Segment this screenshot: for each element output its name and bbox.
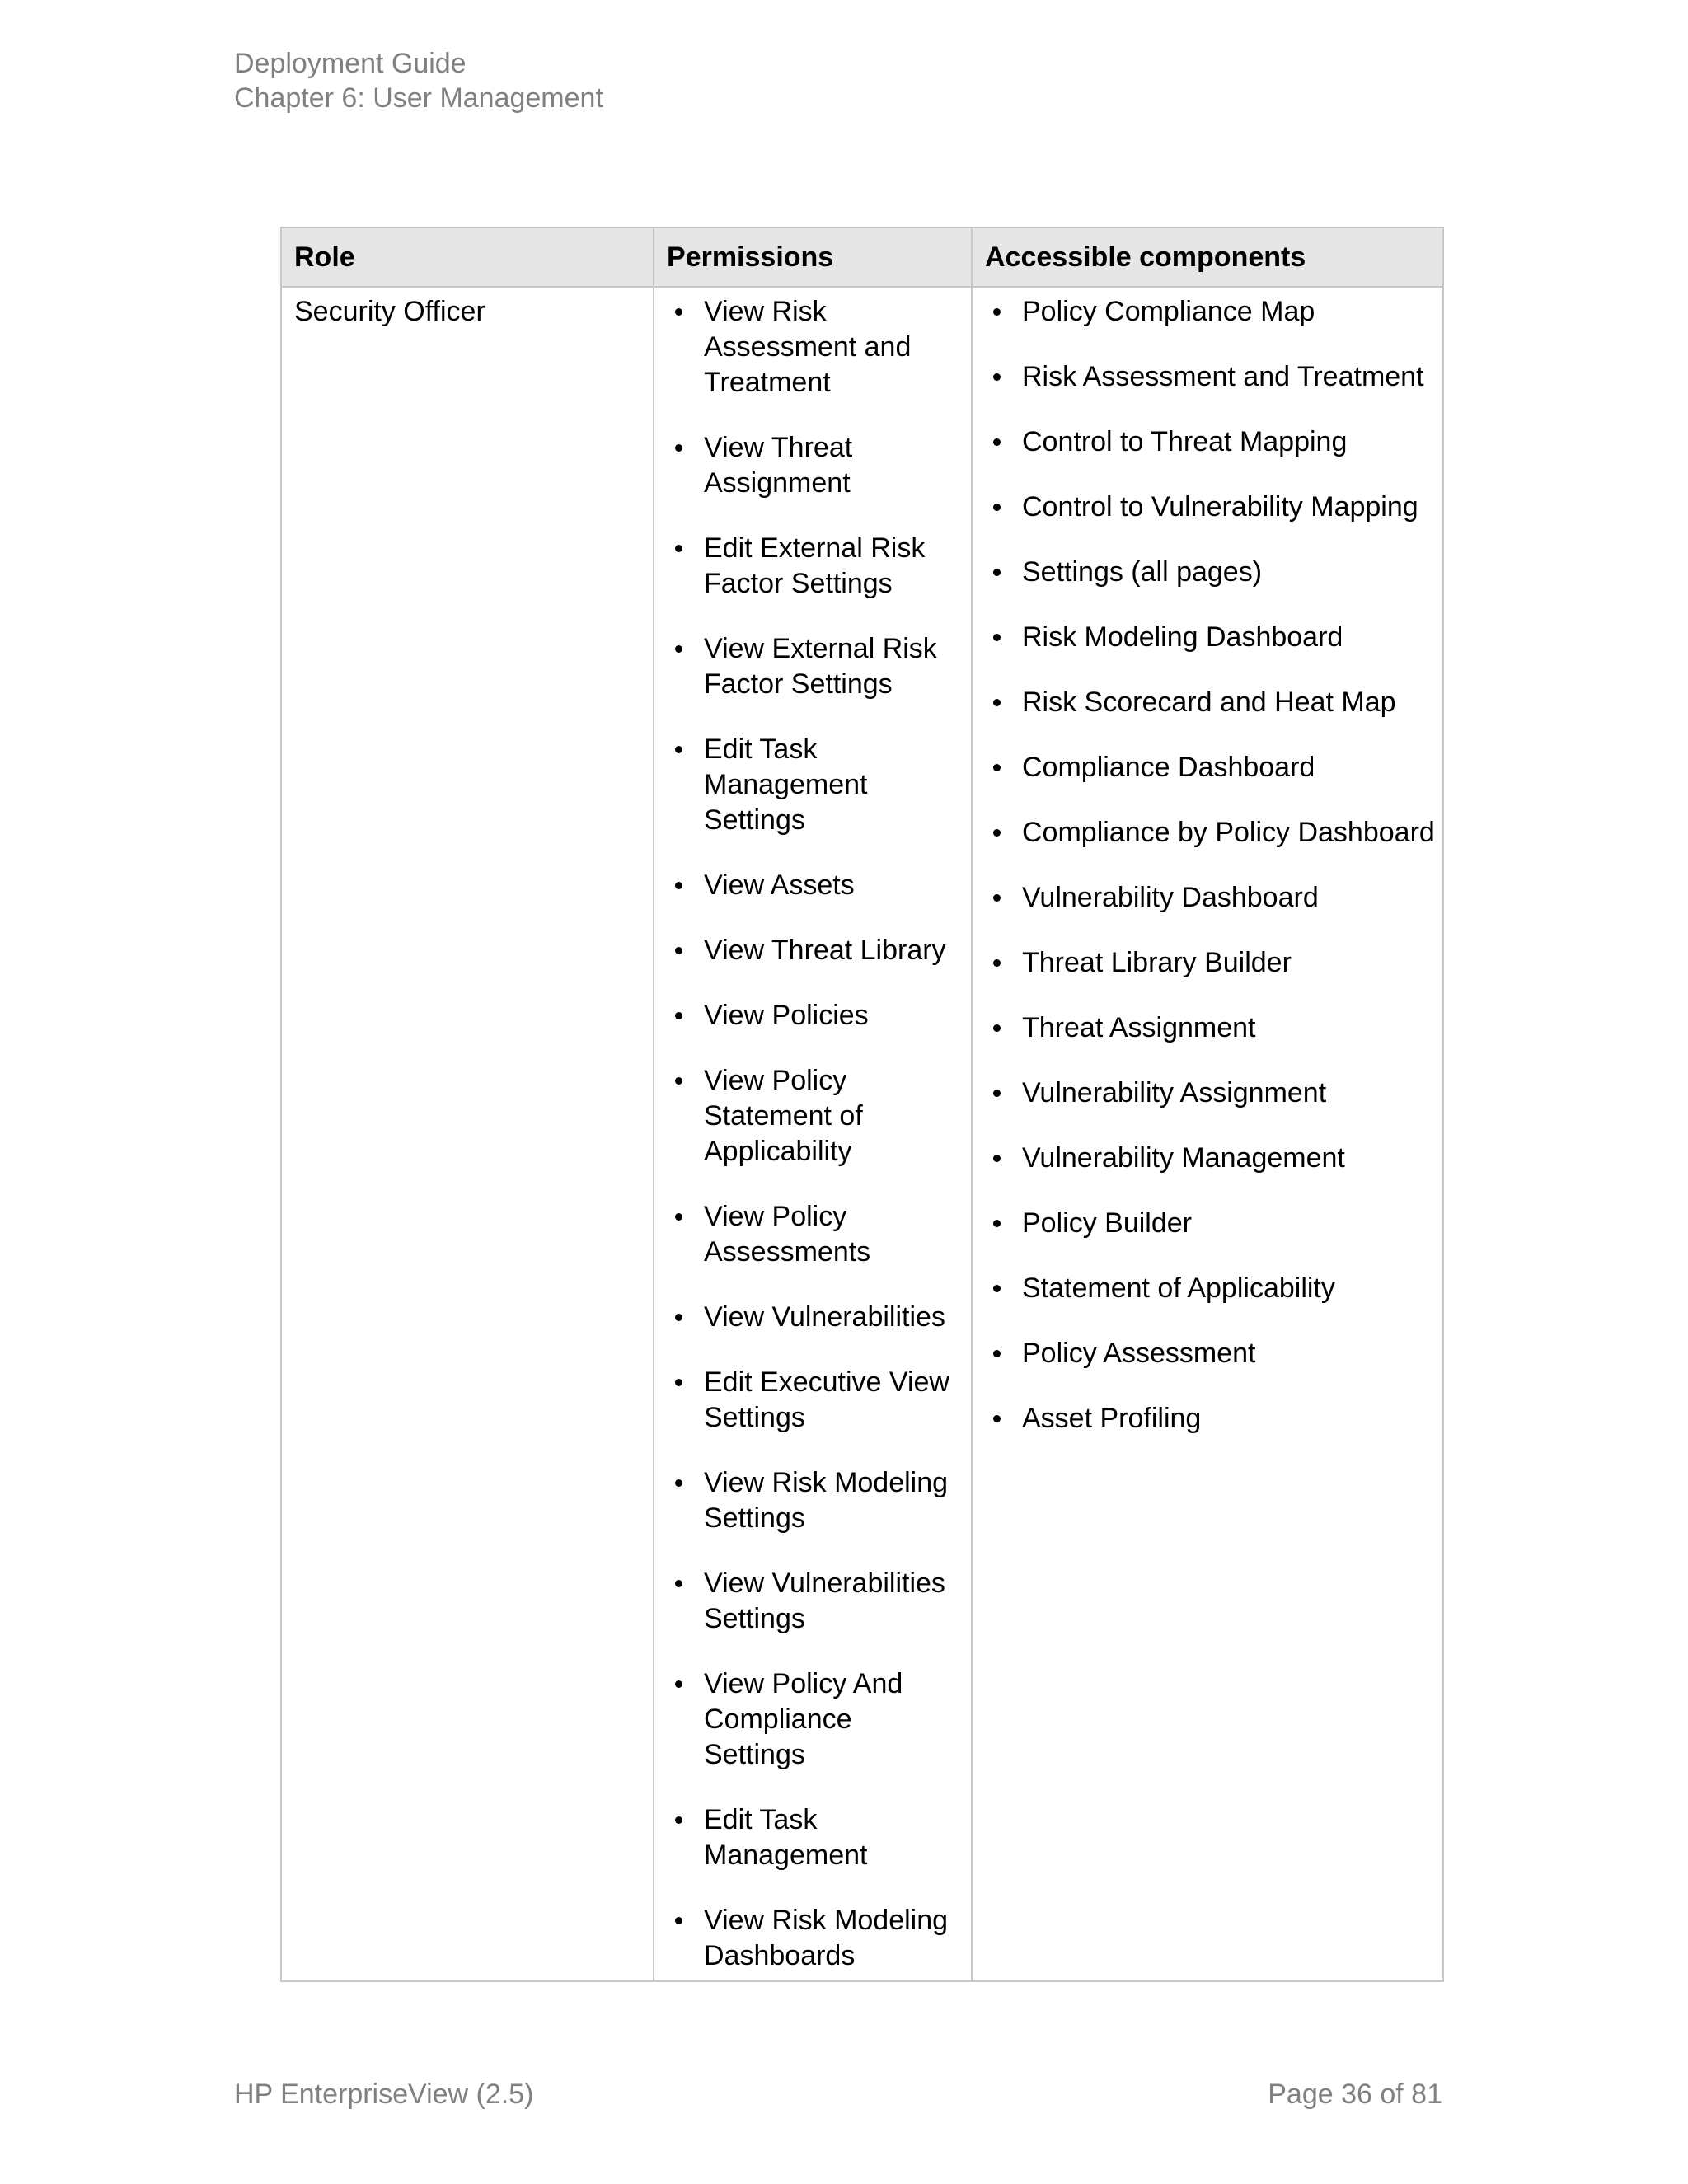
footer-page-number: Page 36 of 81 — [1268, 2079, 1442, 2110]
component-list-item: Risk Scorecard and Heat Map — [985, 685, 1430, 720]
component-list-item: Policy Assessment — [985, 1336, 1430, 1371]
permissions-cell — [654, 287, 972, 1981]
component-list-item: Risk Assessment and Treatment — [985, 359, 1430, 395]
components-list — [985, 294, 1435, 1436]
components-cell — [972, 287, 1443, 1981]
component-list-item: Control to Vulnerability Mapping — [985, 490, 1430, 525]
permission-list-item: View External Risk Factor Settings — [667, 631, 959, 702]
role-permissions-table — [280, 227, 1444, 1982]
component-list-item: Statement of Applicability — [985, 1271, 1430, 1306]
permission-list-item: View Threat Library — [667, 933, 959, 968]
document-title: Deployment Guide — [234, 48, 467, 79]
column-header-permissions: Permissions — [654, 227, 972, 287]
permission-list-item: Edit External Risk Factor Settings — [667, 531, 959, 602]
component-list-item: Compliance by Policy Dashboard — [985, 815, 1430, 851]
component-list-item: Asset Profiling — [985, 1401, 1430, 1436]
component-list-item: Threat Assignment — [985, 1010, 1430, 1046]
chapter-title: Chapter 6: User Management — [234, 82, 603, 114]
component-list-item: Policy Compliance Map — [985, 294, 1430, 330]
permission-list-item: Edit Executive View Settings — [667, 1365, 959, 1436]
permission-list-item: View Threat Assignment — [667, 430, 959, 501]
component-list-item: Vulnerability Assignment — [985, 1076, 1430, 1111]
permission-list-item: View Risk Modeling Dashboards — [667, 1903, 959, 1974]
permissions-list — [667, 294, 959, 1974]
permission-list-item: Edit Task Management — [667, 1802, 959, 1873]
component-list-item: Vulnerability Management — [985, 1141, 1430, 1176]
permission-list-item: View Vulnerabilities Settings — [667, 1566, 959, 1637]
permission-list-item: Edit Task Management Settings — [667, 732, 959, 838]
component-list-item: Threat Library Builder — [985, 945, 1430, 981]
component-list-item: Risk Modeling Dashboard — [985, 620, 1430, 655]
footer-product: HP EnterpriseView (2.5) — [234, 2079, 534, 2110]
table-row — [281, 287, 1443, 1981]
permission-list-item: View Policy Statement of Applicability — [667, 1063, 959, 1169]
role-cell: Security Officer — [281, 287, 654, 1981]
component-list-item: Policy Builder — [985, 1206, 1430, 1241]
permission-list-item: View Policies — [667, 998, 959, 1033]
component-list-item: Settings (all pages) — [985, 555, 1430, 590]
permission-list-item: View Risk Assessment and Treatment — [667, 294, 959, 401]
permission-list-item: View Vulnerabilities — [667, 1300, 959, 1335]
permission-list-item: View Risk Modeling Settings — [667, 1465, 959, 1536]
permission-list-item: View Assets — [667, 868, 959, 903]
column-header-components: Accessible components — [972, 227, 1443, 287]
component-list-item: Control to Threat Mapping — [985, 424, 1430, 460]
permission-list-item: View Policy Assessments — [667, 1199, 959, 1270]
column-header-role: Role — [281, 227, 654, 287]
running-header — [234, 46, 603, 115]
component-list-item: Vulnerability Dashboard — [985, 880, 1430, 916]
component-list-item: Compliance Dashboard — [985, 750, 1430, 785]
permission-list-item: View Policy And Compliance Settings — [667, 1666, 959, 1773]
table-header-row — [281, 227, 1443, 287]
